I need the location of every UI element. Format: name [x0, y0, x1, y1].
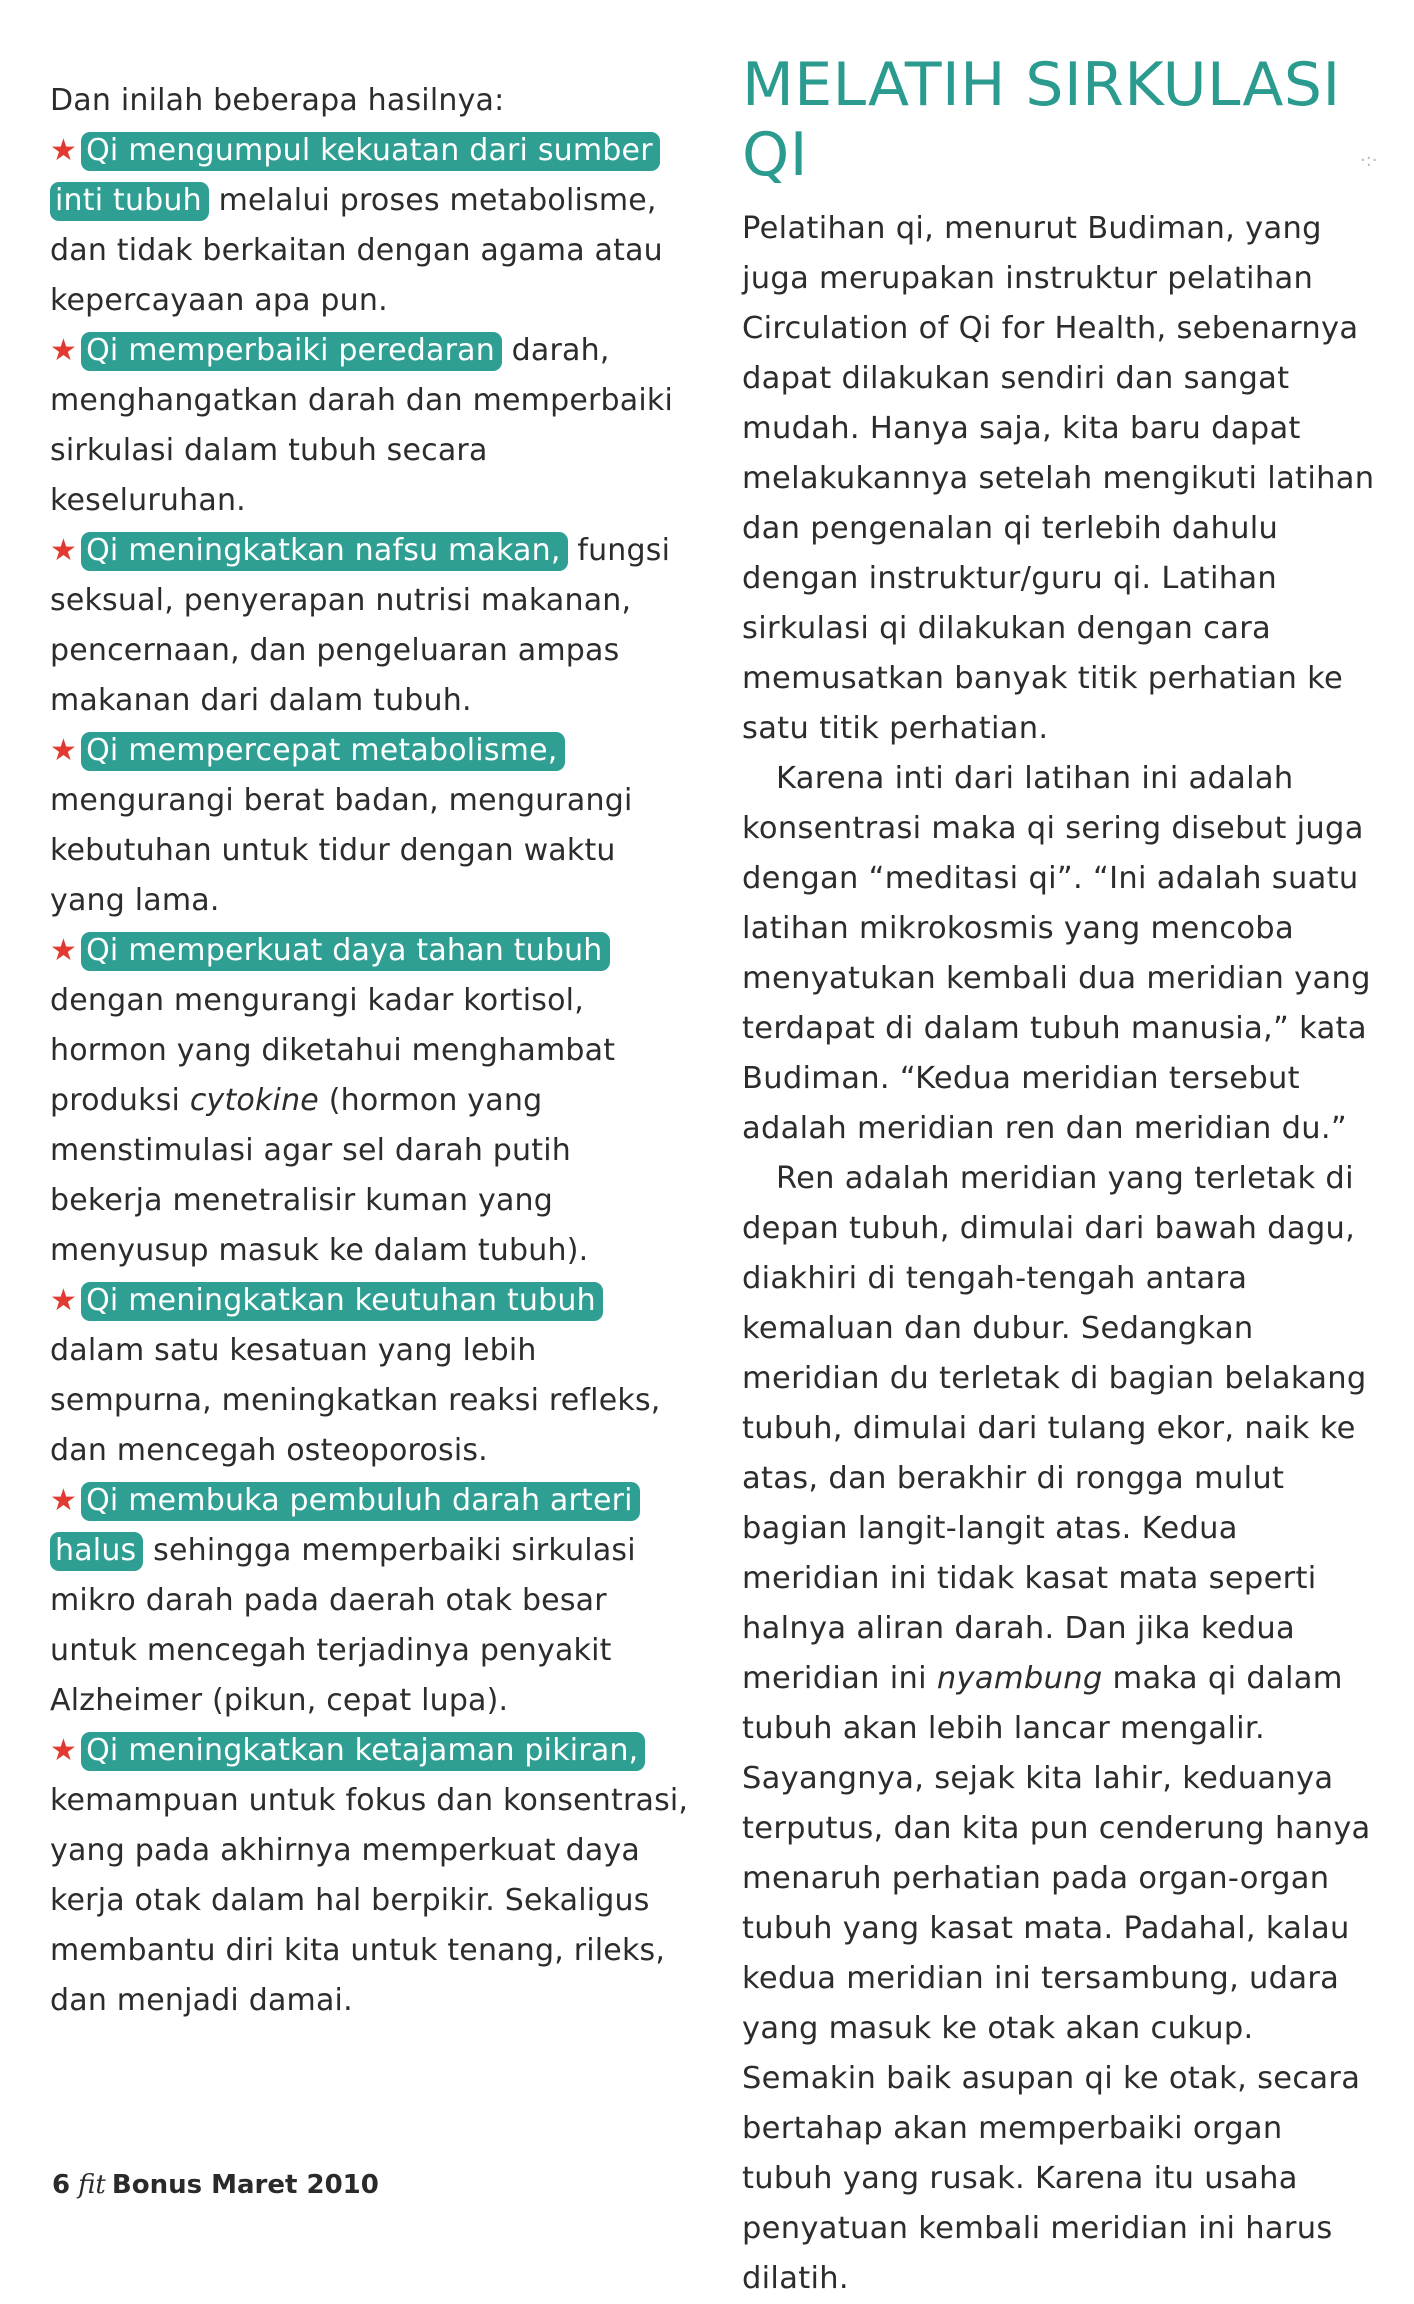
- item-text: kemampuan untuk fokus dan konsentrasi, yang pada akhirnya memperkuat daya kerja otak dalam hal berpikir. Sekaligus membantu diri kita untuk tenang, rileks, dan menjadi damai.: [50, 1783, 689, 2018]
- item-text: darah, menghangatkan darah dan memperbaiki sirkulasi dalam tubuh secara keseluruhan.: [50, 333, 673, 518]
- issue-label: Bonus Maret 2010: [111, 2170, 379, 2200]
- highlight-phrase: Qi mempercepat metabolisme,: [81, 732, 564, 771]
- item-text: mengurangi berat badan, mengurangi kebutuhan untuk tidur dengan waktu yang lama.: [50, 783, 633, 918]
- highlight-phrase: Qi meningkatkan keutuhan tubuh: [81, 1282, 603, 1321]
- star-icon: ★: [50, 733, 78, 768]
- star-icon: ★: [50, 133, 78, 168]
- section-title: MELATIH SIRKULASI QI: [742, 50, 1341, 190]
- list-item: [50, 1476, 690, 1726]
- highlight-phrase: Qi meningkatkan ketajaman pikiran,: [81, 1732, 645, 1771]
- list-item: [50, 1726, 690, 2026]
- list-item: [50, 926, 690, 1276]
- star-icon: ★: [50, 933, 78, 968]
- highlight-phrase: Qi mengumpul kekuatan dari sumber inti tubuh: [50, 132, 660, 221]
- left-column: [50, 76, 690, 2026]
- magazine-logo: fit: [78, 2170, 106, 2200]
- page-footer: [52, 2168, 379, 2202]
- highlight-phrase: Qi memperkuat daya tahan tubuh: [81, 932, 609, 971]
- star-icon: ★: [50, 333, 78, 368]
- list-item: [50, 1276, 690, 1476]
- item-text: dengan mengurangi kadar kortisol, hormon yang diketahui menghambat produksi: [50, 983, 616, 1118]
- star-icon: ★: [50, 1483, 78, 1518]
- paragraph-text: maka qi dalam tubuh akan lebih lancar mengalir. Sayangnya, sejak kita lahir, keduanya terputus, dan kita pun cenderung hanya menaruh perhatian pada organ-organ tubuh yang kasat mata. Padahal, kalau kedua meridian ini tersambung, udara yang masuk ke otak akan cukup. Semakin baik asupan qi ke otak, secara bertahap akan memperbaiki organ tubuh yang rusak. Karena itu usaha penyatuan kembali meridian ini harus dilatih.: [742, 1661, 1371, 2296]
- item-text: dalam satu kesatuan yang lebih sempurna, meningkatkan reaksi refleks, dan mencegah osteoporosis.: [50, 1333, 661, 1468]
- star-icon: ★: [50, 1733, 78, 1768]
- item-text: sehingga memperbaiki sirkulasi mikro darah pada daerah otak besar untuk mencegah terjadinya penyakit Alzheimer (pikun, cepat lupa).: [50, 1533, 636, 1718]
- item-italic-term: cytokine: [189, 1083, 319, 1118]
- italic-term: nyambung: [936, 1661, 1103, 1696]
- item-text: fungsi seksual, penyerapan nutrisi makanan, pencernaan, dan pengeluaran ampas makanan dari dalam tubuh.: [50, 533, 671, 718]
- star-icon: ★: [50, 1283, 78, 1318]
- item-text: melalui proses metabolisme, dan tidak berkaitan dengan agama atau kepercayaan apa pun.: [50, 183, 663, 318]
- star-icon: ★: [50, 533, 78, 568]
- paragraph: Pelatihan qi, menurut Budiman, yang juga merupakan instruktur pelatihan Circulation of Qi for Health, sebenarnya dapat dilakukan sendiri dan sangat mudah. Hanya saja, kita baru dapat melakukannya setelah mengikuti latihan dan pengenalan qi terlebih dahulu dengan instruktur/guru qi. Latihan sirkulasi qi dilakukan dengan cara memusatkan banyak titik perhatian ke satu titik perhatian.: [742, 211, 1375, 746]
- right-column: [742, 50, 1378, 2304]
- paragraph-text: Ren adalah meridian yang terletak di depan tubuh, dimulai dari bawah dagu, diakhiri di tengah-tengah antara kemaluan dan dubur. Sedangkan meridian du terletak di bagian belakang tubuh, dimulai dari tulang ekor, naik ke atas, dan berakhir di rongga mulut bagian langit-langit atas. Kedua meridian ini tidak kasat mata seperti halnya aliran darah. Dan jika kedua meridian ini: [742, 1161, 1367, 1696]
- paragraph: Karena inti dari latihan ini adalah konsentrasi maka qi sering disebut juga dengan “meditasi qi”. “Ini adalah suatu latihan mikrokosmis yang mencoba menyatukan kembali dua meridian yang terdapat di dalam tubuh manusia,” kata Budiman. “Kedua meridian tersebut adalah meridian ren dan meridian du.”: [742, 761, 1371, 1146]
- highlight-phrase: Qi membuka pembuluh darah arteri halus: [50, 1482, 640, 1571]
- highlight-phrase: Qi memperbaiki peredaran: [81, 332, 502, 371]
- page-number: 6: [52, 2170, 71, 2200]
- list-item: [50, 326, 690, 526]
- intro-text: Dan inilah beberapa hasilnya:: [50, 83, 505, 118]
- list-item: [50, 726, 690, 926]
- item-text: (hormon yang menstimulasi agar sel darah putih bekerja menetralisir kuman yang menyusup masuk ke dalam tubuh).: [50, 1083, 589, 1268]
- highlight-phrase: Qi meningkatkan nafsu makan,: [81, 532, 567, 571]
- list-item: [50, 526, 690, 726]
- print-speck: ·:·: [1360, 150, 1378, 171]
- paragraph: [742, 1154, 1378, 2304]
- list-item: [50, 126, 690, 326]
